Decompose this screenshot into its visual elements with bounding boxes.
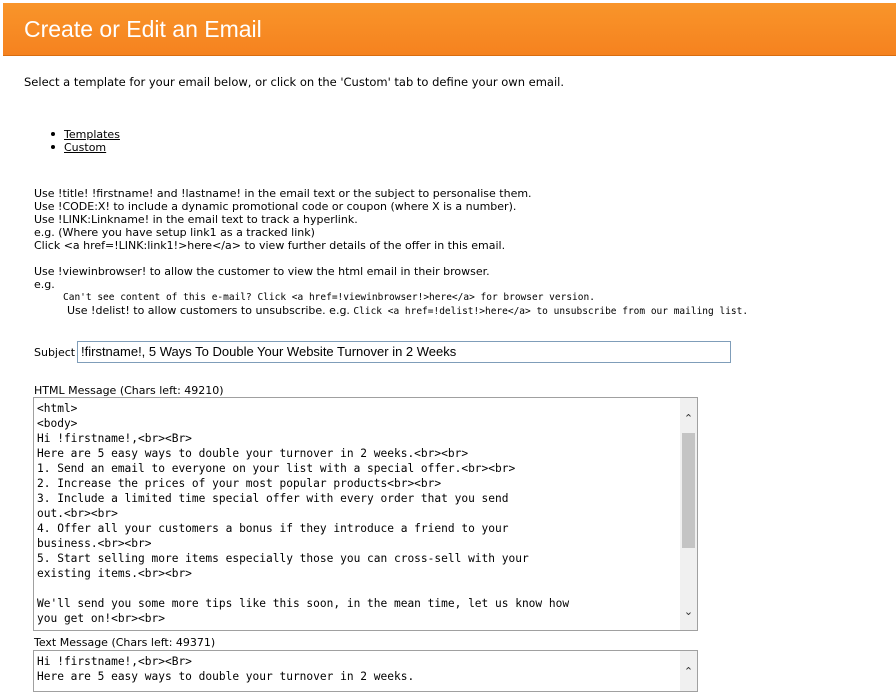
html-message-line: out.<br><br> (37, 507, 118, 520)
chevron-up-icon[interactable]: ⌃ (683, 412, 694, 425)
html-message-line: 5. Start selling more items especially those you can cross-sell with your (37, 552, 529, 565)
subject-input[interactable]: !firstname!, 5 Ways To Double Your Website Turnover in 2 Weeks (77, 341, 731, 363)
help-line-eg: e.g. (34, 278, 55, 291)
tab-templates[interactable] (50, 128, 120, 141)
html-message-line: Hi !firstname!,<br><Br> (37, 432, 192, 445)
html-message-line: existing items.<br><br> (37, 567, 192, 580)
chevron-up-icon[interactable]: ⌃ (683, 665, 694, 678)
tab-custom[interactable] (50, 141, 120, 154)
html-message-line (37, 581, 677, 596)
html-message-line: <html> (37, 402, 78, 415)
help-instructions (34, 187, 748, 318)
help-line-delist (34, 304, 748, 318)
text-message-line: Here are 5 easy ways to double your turnover in 2 weeks. (37, 670, 415, 683)
html-message-line: 1. Send an email to everyone on your list with a special offer.<br><br> (37, 462, 516, 475)
tab-custom-link[interactable]: Custom (64, 141, 107, 154)
help-line-click: Click <a href=!LINK:link1!>here</a> to view further details of the offer in this email. (34, 239, 506, 252)
help-line-viewinbrowser: Use !viewinbrowser! to allow the customer to view the html email in their browser. (34, 265, 490, 278)
text-message-line: Hi !firstname!,<br><Br> (37, 655, 192, 668)
html-message-line: 4. Offer all your customers a bonus if they introduce a friend to your (37, 522, 509, 535)
subject-label: Subject (34, 346, 76, 359)
html-message-scrollbar[interactable] (680, 398, 697, 630)
tab-templates-link[interactable]: Templates (64, 128, 120, 141)
html-message-line: Here are 5 easy ways to double your turnover in 2 weeks.<br><br> (37, 447, 469, 460)
help-line-browser-example: Can't see content of this e-mail? Click <a href=!viewinbrowser!>here</a> for browser version. (63, 292, 595, 303)
intro-text: Select a template for your email below, or click on the 'Custom' tab to define your own email. (24, 75, 565, 89)
template-tabs (50, 128, 120, 154)
scrollbar-thumb[interactable] (682, 433, 695, 548)
text-message-label: Text Message (Chars left: 49371) (34, 636, 216, 649)
html-message-line: 2. Increase the prices of your most popular products<br><br> (37, 477, 442, 490)
html-message-line: you get on!<br><br> (37, 612, 165, 625)
help-line-link: Use !LINK:Linkname! in the email text to track a hyperlink. (34, 213, 358, 226)
help-line-link-example: e.g. (Where you have setup link1 as a tracked link) (34, 226, 315, 239)
chevron-down-icon[interactable]: ⌄ (683, 605, 694, 618)
text-message-scrollbar[interactable] (680, 651, 697, 691)
text-message-content (37, 654, 677, 684)
html-message-label: HTML Message (Chars left: 49210) (34, 384, 224, 397)
text-message-textarea[interactable] (33, 650, 698, 692)
help-line-code: Use !CODE:X! to include a dynamic promotional code or coupon (where X is a number). (34, 200, 517, 213)
page-header (3, 3, 896, 56)
html-message-content (37, 401, 677, 626)
html-message-line: 3. Include a limited time special offer with every order that you send (37, 492, 509, 505)
html-message-line: We'll send you some more tips like this soon, in the mean time, let us know how (37, 597, 570, 610)
help-line-delist-text: Use !delist! to allow customers to unsubscribe. e.g. (67, 304, 354, 317)
html-message-textarea[interactable] (33, 397, 698, 631)
html-message-line: business.<br><br> (37, 537, 152, 550)
help-line-personalise: Use !title! !firstname! and !lastname! in the email text or the subject to personalise them. (34, 187, 532, 200)
page-title: Create or Edit an Email (24, 16, 262, 42)
html-message-line: <body> (37, 417, 78, 430)
help-line-delist-example: Click <a href=!delist!>here</a> to unsubscribe from our mailing list. (353, 306, 749, 317)
